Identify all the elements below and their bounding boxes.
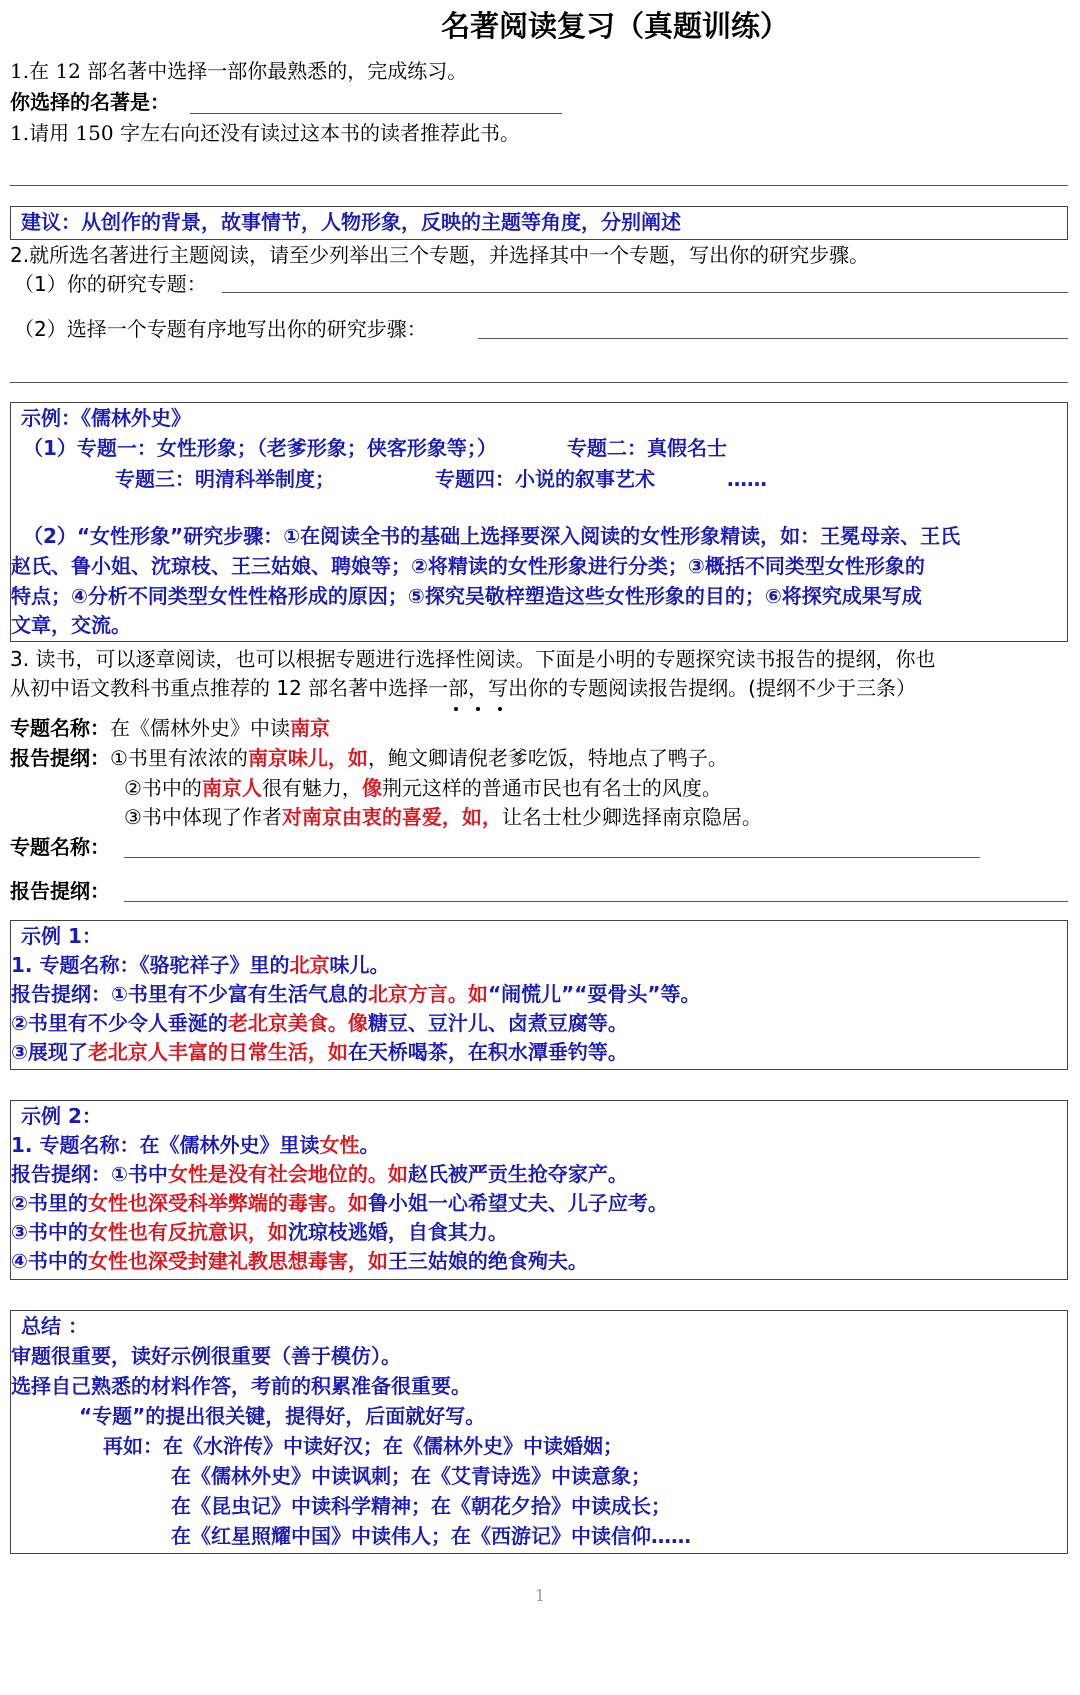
q2-example-topic2: 专题二：真假名士 xyxy=(567,436,727,460)
outline-highlight: 像 xyxy=(361,776,382,800)
example1-head: 示例 1： xyxy=(21,924,102,948)
example1-line2 xyxy=(11,979,701,1009)
page-number: 1 xyxy=(534,1586,546,1605)
q2-example-topic3: 专题三：明清科举制度； xyxy=(115,467,335,491)
example-highlight: 北京 xyxy=(289,953,330,977)
page-title: 名著阅读复习（真题训练） xyxy=(440,9,789,43)
example-text: ③展现了 xyxy=(11,1040,88,1064)
q3-intro-1: 3. 读书，可以逐章阅读，也可以根据专题进行选择性阅读。下面是小明的专题探究读书报告的提纲，你也 xyxy=(10,647,936,671)
summary-line-6: 在《昆虫记》中读科学精神；在《朝花夕拾》中读成长； xyxy=(171,1494,671,1518)
sample-outline-row-3 xyxy=(124,803,762,831)
sample-topic-row xyxy=(10,714,330,742)
outline-text: ②书中的 xyxy=(124,776,202,800)
example-text: 沈琼枝逃婚，自食其力。 xyxy=(287,1220,508,1244)
summary-head: 总结 ： xyxy=(21,1314,88,1338)
summary-line-5: 在《儒林外史》中读讽刺；在《艾青诗选》中读意象； xyxy=(171,1464,651,1488)
outline-text: 让名士杜少卿选择南京隐居。 xyxy=(501,805,762,829)
example-text: ④书中的 xyxy=(11,1249,88,1273)
example-text: ②书里有不少令人垂涎的 xyxy=(11,1011,228,1035)
outline-text: 荆元这样的普通市民也有名士的风度。 xyxy=(381,776,722,800)
q1-task: 1.请用 150 字左右向还没有读过这本书的读者推荐此书。 xyxy=(10,121,520,145)
example2-line4 xyxy=(11,1217,508,1247)
example-text: 报告提纲：①书中 xyxy=(11,1162,168,1186)
q2-example-box xyxy=(10,402,1068,642)
example-text: 鲁小姐一心希望丈夫、儿子应考。 xyxy=(367,1191,668,1215)
example-highlight: 北京方言。如 xyxy=(367,982,488,1006)
summary-line-7: 在《红星照耀中国》中读伟人；在《西游记》中读信仰…… xyxy=(171,1524,691,1548)
blank-topic-label: 专题名称： xyxy=(10,835,110,859)
summary-box xyxy=(10,1310,1068,1554)
example-text: 1. 专题名称：在《儒林外史》里读 xyxy=(11,1133,320,1157)
q2-example-topic1: （1）专题一：女性形象；（老爹形象；侠客形象等；） xyxy=(23,436,497,460)
q2-example-ellipsis: …… xyxy=(727,467,767,491)
example2-line3 xyxy=(11,1188,668,1218)
q1-intro: 1.在 12 部名著中选择一部你最熟悉的，完成练习。 xyxy=(10,59,468,83)
example2-line1 xyxy=(11,1130,379,1160)
example-text: 糖豆、豆汁儿、卤煮豆腐等。 xyxy=(367,1011,628,1035)
example-text: 味儿。 xyxy=(329,953,390,977)
example2-line5 xyxy=(11,1246,588,1276)
outline-text: 很有魅力， xyxy=(261,776,362,800)
example2-line2 xyxy=(11,1159,628,1189)
chosen-book-blank[interactable] xyxy=(190,113,562,114)
example-text: ③书中的 xyxy=(11,1220,88,1244)
q2-item2-label: （2）选择一个专题有序地写出你的研究步骤： xyxy=(14,317,427,341)
q2-intro: 2.就所选名著进行主题阅读，请至少列举出三个专题，并选择其中一个专题，写出你的研究步骤。 xyxy=(10,243,870,267)
q2-answer-line[interactable] xyxy=(10,382,1068,383)
sample-topic-value: 在《儒林外史》中读 xyxy=(110,716,290,740)
blank-topic-line[interactable] xyxy=(124,857,980,858)
advice-box xyxy=(10,206,1068,240)
sample-outline-label: 报告提纲： xyxy=(10,746,110,770)
outline-highlight: 南京人 xyxy=(201,776,262,800)
summary-line-2: 选择自己熟悉的材料作答，考前的积累准备很重要。 xyxy=(11,1374,471,1398)
q2-example-topic4: 专题四：小说的叙事艺术 xyxy=(435,467,655,491)
sample-outline-row-1 xyxy=(10,744,728,772)
example-highlight: 老北京人丰富的日常生活，如 xyxy=(87,1040,348,1064)
example-text: 报告提纲：①书里有不少富有生活气息的 xyxy=(11,982,368,1006)
outline-text: ①书里有浓浓的 xyxy=(110,746,248,770)
example-text: ②书里的 xyxy=(11,1191,88,1215)
example1-line4 xyxy=(11,1037,628,1067)
q2-item1-label: （1）你的研究专题： xyxy=(14,272,207,296)
example2-box xyxy=(10,1100,1068,1280)
emphasis-dot xyxy=(476,707,480,711)
blank-outline-label: 报告提纲： xyxy=(10,879,110,903)
sample-outline-row-2 xyxy=(124,774,722,802)
q2-example-steps-1: （2）“女性形象”研究步骤：①在阅读全书的基础上选择要深入阅读的女性形象精读，如：王冕母亲、王氏 xyxy=(23,524,961,548)
example-highlight: 女性 xyxy=(319,1133,360,1157)
q2-example-steps-3: 特点；④分析不同类型女性性格形成的原因；⑤探究吴敬梓塑造这些女性形象的目的；⑥将探究成果写成 xyxy=(11,584,922,608)
example-highlight: 女性也有反抗意识，如 xyxy=(87,1220,288,1244)
example-text: 王三姑娘的绝食殉夫。 xyxy=(387,1249,588,1273)
example-highlight: 女性也深受科举弊端的毒害。如 xyxy=(87,1191,368,1215)
q2-example-steps-4: 文章，交流。 xyxy=(11,613,131,637)
outline-text: ，鲍文卿请倪老爹吃饭，特地点了鸭子。 xyxy=(367,746,728,770)
summary-line-1: 审题很重要，读好示例很重要（善于模仿）。 xyxy=(11,1344,401,1368)
summary-line-4: 再如：在《水浒传》中读好汉；在《儒林外史》中读婚姻； xyxy=(103,1434,623,1458)
example-text: 在天桥喝茶，在积水潭垂钓等。 xyxy=(347,1040,628,1064)
example1-line3 xyxy=(11,1008,628,1038)
q3-intro-2: 从初中语文教科书重点推荐的 12 部名著中选择一部，写出你的专题阅读报告提纲。(提纲不少于三条） xyxy=(10,676,916,700)
emphasis-dot xyxy=(454,707,458,711)
outline-highlight: 南京味儿，如 xyxy=(247,746,368,770)
outline-text: ③书中体现了作者 xyxy=(124,805,282,829)
advice-text: 建议：从创作的背景，故事情节，人物形象，反映的主题等角度，分别阐述 xyxy=(21,210,681,234)
q2-item2-blank[interactable] xyxy=(478,338,1068,339)
summary-line-3: “专题”的提出很关键，提得好，后面就好写。 xyxy=(79,1404,486,1428)
sample-topic-highlight: 南京 xyxy=(290,716,330,740)
emphasis-dot xyxy=(498,707,502,711)
example2-head: 示例 2： xyxy=(21,1104,102,1128)
chosen-book-label: 你选择的名著是： xyxy=(10,90,170,114)
blank-outline-line[interactable] xyxy=(124,901,1068,902)
q1-answer-line[interactable] xyxy=(10,185,1068,186)
sample-topic-label: 专题名称： xyxy=(10,716,110,740)
q2-example-steps-2: 赵氏、鲁小姐、沈琼枝、王三姑娘、聘娘等；②将精读的女性形象进行分类；③概括不同类型女性形象的 xyxy=(11,554,925,578)
example-text: 。 xyxy=(359,1133,380,1157)
example-text: “闹慌儿”“耍骨头”等。 xyxy=(487,982,701,1006)
example-text: 赵氏被严贡生抢夺家产。 xyxy=(407,1162,628,1186)
example1-line1 xyxy=(11,950,389,980)
example-text: 1. 专题名称：《骆驼祥子》里的 xyxy=(11,953,290,977)
example-highlight: 老北京美食。像 xyxy=(227,1011,368,1035)
q2-example-head: 示例：《儒林外史》 xyxy=(21,406,191,430)
outline-highlight: 对南京由衷的喜爱，如， xyxy=(281,805,502,829)
example-highlight: 女性是没有社会地位的。如 xyxy=(167,1162,408,1186)
example1-box xyxy=(10,920,1068,1070)
q2-item1-blank[interactable] xyxy=(222,292,1068,293)
example-highlight: 女性也深受封建礼教思想毒害，如 xyxy=(87,1249,388,1273)
